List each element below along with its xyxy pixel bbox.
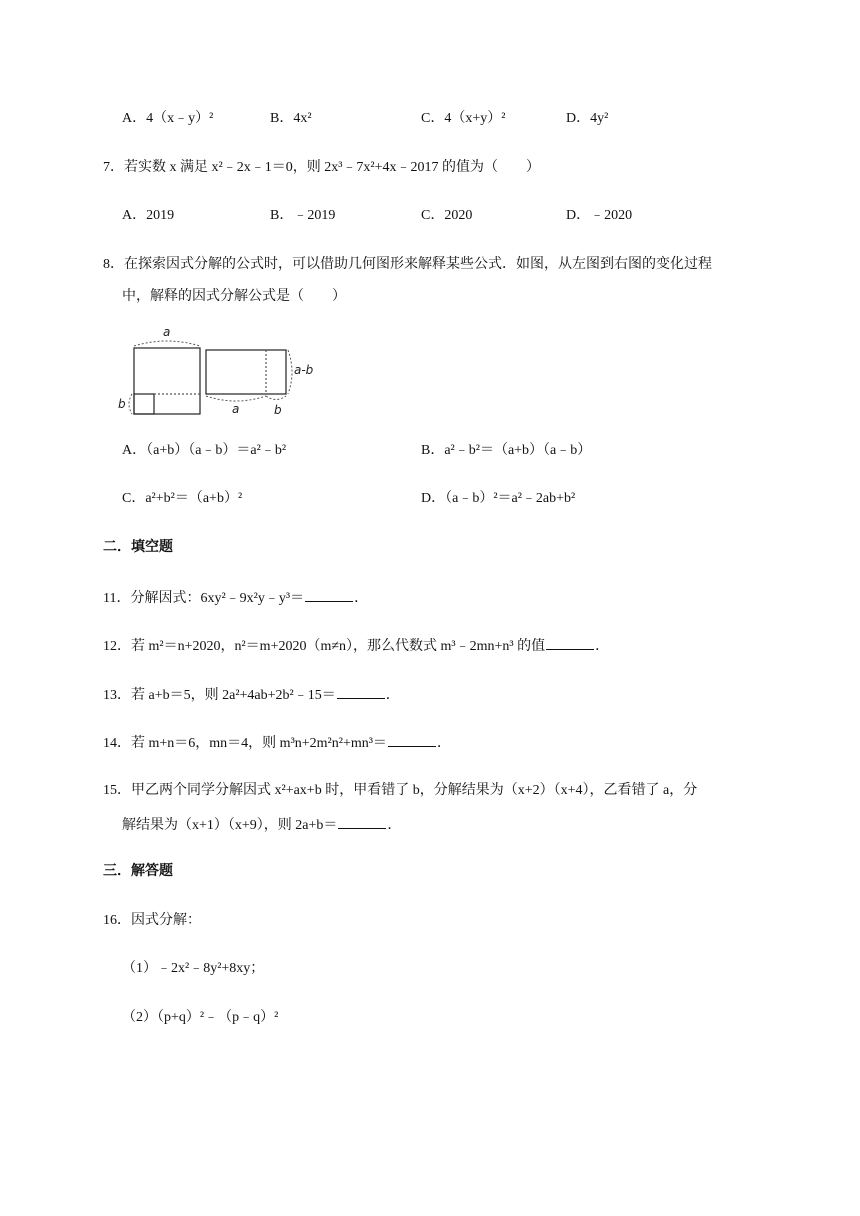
q7-option-c: C．2020: [421, 208, 473, 223]
q14: [103, 732, 451, 754]
q8-option-d: D．（a﹣b）²＝a²﹣2ab+b²: [421, 491, 576, 506]
q8-stem-line1: 8．在探索因式分解的公式时，可以借助几何图形来解释某些公式．如图，从左图到右图的变化过程: [103, 257, 712, 272]
dim-arc-a-top: [134, 341, 200, 346]
q8-stem-line2: 中，解释的因式分解公式是（ ）: [122, 289, 346, 304]
q6-option-c: C．4（x+y）²: [421, 111, 506, 126]
q6-option-d: D．4y²: [566, 111, 609, 126]
q12-text: 12．若 m²＝n+2020，n²＝m+2020（m≠n），那么代数式 m³﹣2mn+n³ 的值: [103, 639, 546, 654]
label-a-bottom: a: [232, 402, 240, 416]
q8-option-a: A．（a+b）（a﹣b）＝a²﹣b²: [122, 443, 287, 458]
section-answer-title: 三．解答题: [103, 864, 173, 879]
q7-option-b: B．﹣2019: [270, 208, 336, 223]
q16-part1: （1）﹣2x²﹣8y²+8xy；: [122, 961, 265, 976]
q8-option-c: C．a²+b²＝（a+b）²: [122, 491, 243, 506]
q15-line1: 15．甲乙两个同学分解因式 x²+ax+b 时，甲看错了 b，分解结果为（x+2）（x+4），乙看错了 a，分: [103, 783, 698, 798]
dim-arc-a-bottom: [206, 396, 266, 401]
q7-option-a: A．2019: [122, 208, 175, 223]
q16-stem: 16．因式分解：: [103, 913, 201, 928]
q6-option-a: A．4（x﹣y）²: [122, 111, 214, 126]
q13-text: 13．若 a+b＝5，则 2a²+4ab+2b²﹣15＝: [103, 688, 336, 703]
q13: [103, 684, 400, 706]
big-square: [134, 348, 200, 414]
q16-part2: （2）（p+q）²﹣（p﹣q）²: [122, 1010, 279, 1025]
q15-line2: [122, 814, 401, 836]
q7-option-d: D．﹣2020: [566, 208, 633, 223]
q11-answer-blank[interactable]: [305, 587, 353, 602]
q15-end: ．: [387, 818, 402, 833]
right-rectangle: [206, 350, 286, 394]
q12-answer-blank[interactable]: [546, 635, 594, 650]
label-a-top: a: [163, 325, 171, 339]
q13-answer-blank[interactable]: [337, 684, 385, 699]
q15-answer-blank[interactable]: [338, 814, 386, 829]
q8-option-b: B．a²﹣b²＝（a+b）（a﹣b）: [421, 443, 592, 458]
q13-end: ．: [385, 688, 400, 703]
label-b-left: b: [118, 397, 126, 411]
dim-arc-b-bottom: [266, 396, 286, 400]
q15-text: 解结果为（x+1）（x+9），则 2a+b＝: [122, 818, 338, 833]
q14-end: ．: [436, 736, 451, 751]
label-b-bottom: b: [274, 403, 282, 417]
q11-text: 11．分解因式：6xy²﹣9x²y﹣y³＝: [103, 591, 305, 606]
q12-end: ．: [595, 639, 610, 654]
q11-end: ．: [354, 591, 369, 606]
small-square: [134, 394, 154, 414]
q14-text: 14．若 m+n＝6，mn＝4，则 m³n+2m²n²+mn³＝: [103, 736, 387, 751]
dim-arc-b-left: [129, 394, 132, 414]
label-a-minus-b: a-b: [294, 363, 314, 377]
dim-arc-a-minus-b: [288, 350, 292, 394]
q14-answer-blank[interactable]: [388, 732, 436, 747]
q8-figure: [116, 322, 326, 420]
q7-stem: 7．若实数 x 满足 x²﹣2x﹣1＝0，则 2x³﹣7x²+4x﹣2017 的值为（ ）: [103, 160, 540, 175]
q6-option-b: B．4x²: [270, 111, 312, 126]
q11: [103, 587, 368, 609]
q12: [103, 635, 609, 657]
section-fill-in-title: 二．填空题: [103, 540, 173, 555]
